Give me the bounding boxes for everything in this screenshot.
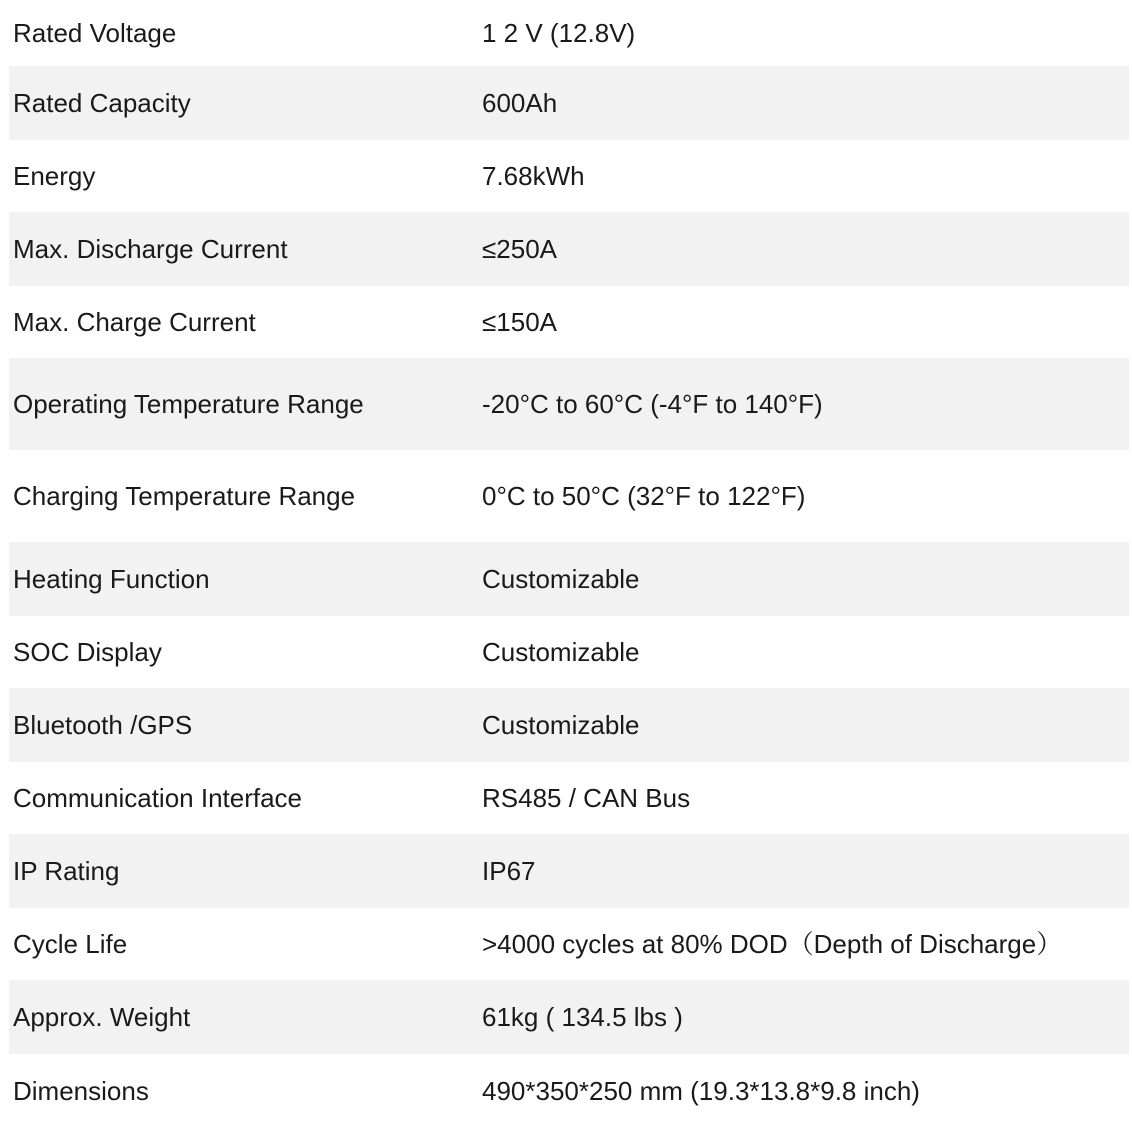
- spec-row-charging-temperature-range: [9, 450, 1129, 542]
- spec-value: >4000 cycles at 80% DOD（Depth of Discharge）: [482, 929, 1063, 959]
- spec-row-approx-weight: [9, 980, 1129, 1054]
- spec-row-heating-function: [9, 542, 1129, 616]
- spec-label: Max. Charge Current: [13, 307, 256, 337]
- spec-table: [9, 0, 1129, 1128]
- spec-label: Communication Interface: [13, 783, 303, 813]
- spec-value: 1 2 V (12.8V): [482, 18, 636, 48]
- spec-row-operating-temperature-range: [9, 358, 1129, 450]
- spec-label: SOC Display: [13, 637, 162, 667]
- spec-value: ≤150A: [482, 307, 557, 337]
- spec-value: 490*350*250 mm (19.3*13.8*9.8 inch): [482, 1076, 920, 1106]
- spec-label: Cycle Life: [13, 929, 128, 959]
- spec-value: 61kg ( 134.5 lbs ): [482, 1002, 683, 1032]
- spec-row-ip-rating: [9, 834, 1129, 908]
- spec-row-rated-voltage: [9, 0, 1129, 66]
- spec-row-bluetooth-gps: [9, 688, 1129, 762]
- spec-value: 600Ah: [482, 88, 558, 118]
- spec-value: RS485 / CAN Bus: [482, 783, 691, 813]
- spec-row-dimensions: [9, 1054, 1129, 1128]
- spec-row-cycle-life: [9, 908, 1129, 980]
- spec-row-energy: [9, 140, 1129, 212]
- spec-value: Customizable: [482, 637, 640, 667]
- spec-value: ≤250A: [482, 234, 557, 264]
- spec-row-max-discharge-current: [9, 212, 1129, 286]
- spec-row-soc-display: [9, 616, 1129, 688]
- spec-row-rated-capacity: [9, 66, 1129, 140]
- spec-row-communication-interface: [9, 762, 1129, 834]
- spec-value: 7.68kWh: [482, 161, 585, 191]
- spec-label: Charging Temperature Range: [13, 481, 356, 511]
- spec-label: Dimensions: [13, 1076, 149, 1106]
- spec-label: Max. Discharge Current: [13, 234, 288, 264]
- spec-label: Heating Function: [13, 564, 210, 594]
- spec-label: Approx. Weight: [13, 1002, 191, 1032]
- spec-value: -20°C to 60°C (-4°F to 140°F): [482, 389, 823, 419]
- spec-value: Customizable: [482, 710, 640, 740]
- spec-label: Bluetooth /GPS: [13, 710, 193, 740]
- spec-row-max-charge-current: [9, 286, 1129, 358]
- spec-value: IP67: [482, 856, 536, 886]
- spec-label: Energy: [13, 161, 96, 191]
- spec-label: Rated Capacity: [13, 88, 191, 118]
- spec-label: Operating Temperature Range: [13, 389, 364, 419]
- spec-label: IP Rating: [13, 856, 120, 886]
- spec-label: Rated Voltage: [13, 18, 177, 48]
- spec-value: 0°C to 50°C (32°F to 122°F): [482, 481, 806, 511]
- spec-value: Customizable: [482, 564, 640, 594]
